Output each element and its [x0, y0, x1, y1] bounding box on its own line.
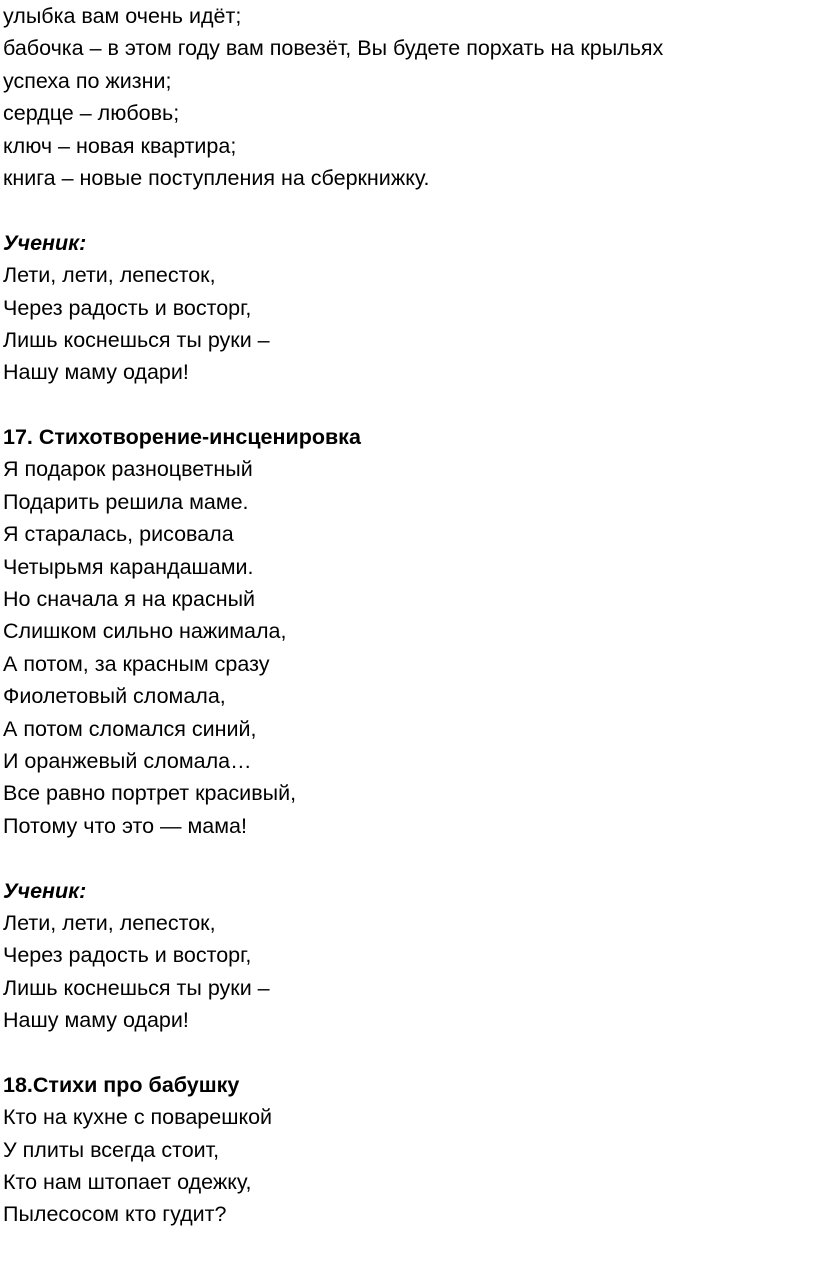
student-block-1 — [3, 227, 811, 389]
student-block-2 — [3, 875, 811, 1037]
intro-line: книга – новые поступления на сберкнижку. — [3, 165, 430, 190]
verse-line: У плиты всегда стоит, — [3, 1137, 220, 1162]
verse-line: Нашу маму одари! — [3, 360, 189, 385]
verse-line: Нашу маму одари! — [3, 1008, 189, 1033]
intro-line: успеха по жизни; — [3, 68, 172, 93]
speaker-label: Ученик: — [3, 878, 87, 903]
verse-line: Пылесосом кто гудит? — [3, 1202, 227, 1227]
verse-line: Подарить решила маме. — [3, 489, 249, 514]
verse-line: Четырьмя карандашами. — [3, 554, 254, 579]
intro-line: ключ – новая квартира; — [3, 133, 237, 158]
verse-line: Потому что это — мама! — [3, 813, 247, 838]
verse-line: Фиолетовый сломала, — [3, 684, 226, 709]
verse-line: Через радость и восторг, — [3, 943, 252, 968]
intro-line: улыбка вам очень идёт; — [3, 4, 242, 28]
verse-line: Я подарок разноцветный — [3, 457, 253, 482]
verse-line: Слишком сильно нажимала, — [3, 619, 287, 644]
verse-line: А потом, за красным сразу — [3, 651, 270, 676]
document-page — [3, 0, 811, 1231]
section-heading: 17. Стихотворение-инсценировка — [3, 425, 361, 450]
verse-line: А потом сломался синий, — [3, 716, 257, 741]
speaker-label: Ученик: — [3, 230, 87, 255]
blank-line — [3, 389, 811, 421]
section-heading: 18.Стихи про бабушку — [3, 1072, 240, 1097]
blank-line — [3, 842, 811, 874]
intro-line: сердце – любовь; — [3, 101, 180, 126]
section-17 — [3, 421, 811, 842]
verse-line: Лишь коснешься ты руки – — [3, 327, 270, 352]
verse-line: Лишь коснешься ты руки – — [3, 975, 270, 1000]
verse-line: Кто на кухне с поварешкой — [3, 1105, 273, 1130]
intro-line: бабочка – в этом году вам повезёт, Вы будете порхать на крыльях — [3, 36, 664, 61]
blank-line — [3, 1037, 811, 1069]
intro-list — [3, 0, 811, 194]
verse-line: Все равно портрет красивый, — [3, 781, 297, 806]
verse-line: Лети, лети, лепесток, — [3, 910, 216, 935]
verse-line: Я старалась, рисовала — [3, 522, 234, 547]
verse-line: И оранжевый сломала… — [3, 748, 252, 773]
verse-line: Через радость и восторг, — [3, 295, 252, 320]
blank-line — [3, 194, 811, 226]
verse-line: Кто нам штопает одежку, — [3, 1170, 252, 1195]
section-18 — [3, 1069, 811, 1231]
verse-line: Лети, лети, лепесток, — [3, 263, 216, 288]
verse-line: Но сначала я на красный — [3, 587, 256, 612]
